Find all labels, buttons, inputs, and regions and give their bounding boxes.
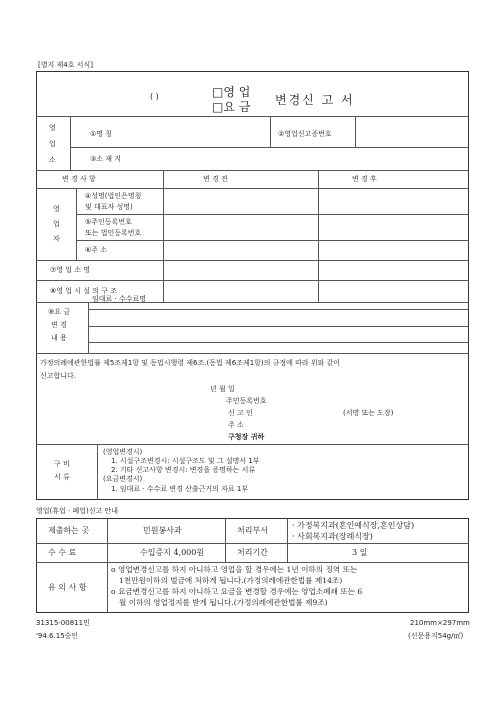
declaration-resident-no: 주민등록번호 [226, 397, 267, 405]
field-facility-structure-label: ⑧영 업 시 설 의 구 조 [50, 287, 117, 295]
declaration-date: 년 월 일 [210, 385, 235, 393]
declaration-line-1: 가정의례에관한법률 제5조제1항 및 동법시행령 제6조.(동법 제6조제1항)의 규정에 따라 위와 같이 [40, 359, 341, 367]
field-name-label-1: ④성명(법인은명칭 [85, 192, 142, 200]
business-section-label-2: 업 [49, 140, 56, 148]
guide-note-line-1: o 영업변경신고를 하지 아니하고 영업을 할 경우에는 1년 이하의 징역 또는 [111, 565, 358, 574]
operator-label-3: 자 [53, 235, 60, 243]
title-check-business: □영 업 [212, 85, 251, 99]
change-item-header: 변 경 사 항 [62, 175, 96, 183]
field-resident-label-2: 또는 법인등록번호 [85, 229, 142, 237]
documents-label-2: 서 류 [54, 473, 70, 481]
fee-name-header: 임대료 · 수수료명 [92, 295, 147, 303]
guide-period-label: 처리기간 [237, 548, 268, 557]
change-before-header: 변 경 전 [203, 175, 228, 183]
guide-note-line-2: 1천만원이하의 벌금에 처하게 됩니다.(가정의례에관한법률 제14조) [119, 576, 343, 585]
guide-dept-value-2: · 사회복지과(장례식장) [292, 532, 373, 541]
field-business-name-label: ⑦영 업 소 명 [50, 266, 90, 274]
documents-line-5: 1. 임대료 · 수수료 변경 산출근거의 자료 1부 [111, 485, 249, 493]
guide-notes-label: 유 의 사 항 [48, 583, 87, 592]
operator-label-2: 업 [53, 220, 60, 228]
declaration-line-2: 신고합니다. [40, 372, 77, 380]
documents-line-4: (요금변경시) [103, 475, 143, 483]
fee-change-label-3: 내 용 [51, 334, 67, 342]
field-resident-label-1: ⑤주인등록번호 [85, 218, 132, 226]
footer-code: 31315-00811민 [36, 619, 90, 627]
footer-size: 210mm×297mm [410, 619, 470, 627]
guide-submit-value: 민원봉사과 [143, 526, 182, 535]
footer-approved: '94.6.15승인 [36, 632, 79, 640]
footer-paper: (신문용지54g/㎡) [408, 632, 464, 640]
business-location-field[interactable] [165, 150, 465, 167]
guide-period-value: 3 일 [352, 548, 368, 557]
guide-note-line-4: 월 이하의 영업정지를 받게 됩니다.(가정의례에관한법률 제9조) [119, 598, 328, 607]
business-reg-no-label: ②영업신고증번호 [278, 130, 332, 138]
documents-line-3: 2. 기타 신고사항 변경시: 변경을 증명하는 서류 [111, 466, 256, 474]
documents-line-1: (영업변경시) [103, 448, 143, 456]
business-section-label-1: 영 [49, 124, 56, 132]
field-name-after[interactable] [320, 190, 466, 212]
guide-submit-label: 제출하는 곳 [48, 526, 90, 535]
form-number: [별지 제4호 서식] [38, 61, 93, 69]
business-location-label: ③소 재 지 [90, 155, 122, 163]
business-name-label: ①명 칭 [90, 130, 113, 138]
field-name-label-2: 및 대표자 성명) [85, 203, 133, 211]
declaration-reporter: 신 고 인 [228, 409, 253, 417]
title-paren: ( ) [150, 92, 159, 101]
title-check-fee: □요 금 [212, 100, 251, 114]
guide-fee-label: 수 수 료 [48, 548, 77, 557]
documents-line-2: 1. 시설구조변경시: 시설구조도 및 그 설명서 1부 [111, 457, 260, 465]
guide-dept-label: 처리부서 [237, 526, 268, 535]
field-name-before[interactable] [165, 190, 315, 212]
guide-fee-value: 수입증지 4,000원 [140, 548, 205, 557]
operator-label-1: 영 [53, 205, 60, 213]
fee-change-label-1: ⑨요 금 [48, 308, 71, 316]
business-name-field[interactable] [130, 124, 265, 142]
guide-note-line-3: o 요금변경신고를 하지 아니하고 요금을 변경할 경우에는 영업소폐쇄 또는 6 [111, 587, 363, 596]
declaration-sign: (서명 또는 도장) [343, 409, 394, 417]
declaration-recipient: 구청장 귀하 [228, 433, 265, 441]
business-reg-no-field[interactable] [358, 124, 466, 142]
field-address-label: ⑥주 소 [85, 246, 108, 254]
documents-label-1: 구 비 [54, 460, 70, 468]
guide-dept-value-1: · 가정복지과(혼인예식장,혼인상담) [292, 521, 415, 530]
form-title: 변경신 고 서 [275, 93, 355, 107]
fee-change-label-2: 변 경 [51, 321, 67, 329]
guide-title: 영업(휴업 · 폐업)신고 안내 [36, 507, 118, 515]
declaration-address: 주 소 [228, 421, 244, 429]
change-after-header: 변 경 후 [352, 175, 377, 183]
business-section-label-3: 소 [49, 156, 56, 164]
